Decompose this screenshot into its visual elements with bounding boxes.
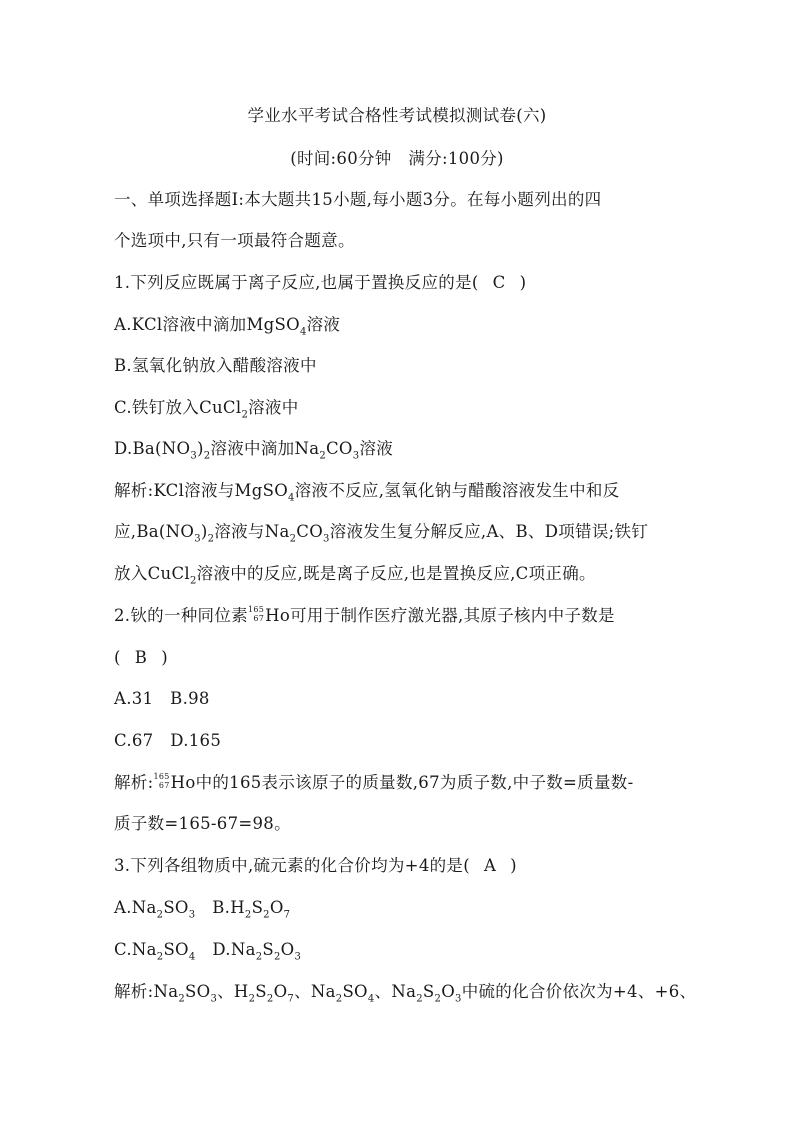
text-run: 应,Ba(NO <box>114 522 195 541</box>
text-run: O <box>269 898 284 917</box>
text-run: 中硫的化合价依次为+4、+6、 <box>461 982 697 1001</box>
question-1-answer: C <box>492 273 506 292</box>
text-run: C.铁钉放入CuCl <box>114 398 242 417</box>
subscript: 3 <box>190 450 198 462</box>
text-run: A.KCl溶液中滴加MgSO <box>114 315 300 334</box>
subscript: 2 <box>255 951 263 963</box>
question-2-stem <box>114 604 615 628</box>
subscript: 2 <box>178 993 186 1005</box>
question-1-stem <box>114 271 526 295</box>
subscript: 3 <box>323 533 330 545</box>
text-run: CO <box>326 439 353 458</box>
text-run: 3.下列各组物质中,硫元素的化合价均为+4的是( <box>114 856 470 875</box>
question-3-stem <box>114 854 517 878</box>
text-run: 解析:Na <box>114 982 179 1001</box>
question-1-explanation-line2 <box>114 520 648 544</box>
question-2-options-cd: C.67 D.165 <box>114 731 222 750</box>
subscript: 3 <box>188 909 196 921</box>
subscript: 2 <box>263 909 270 921</box>
text-run: ) <box>197 439 204 458</box>
subscript: 2 <box>203 450 211 462</box>
question-1-explanation-line1 <box>114 479 619 503</box>
question-2-options-ab: A.31 B.98 <box>114 689 210 708</box>
section-heading-line2: 个选项中,只有一项最符合题意。 <box>114 231 355 250</box>
text-run: 溶液与Na <box>214 522 290 541</box>
text-run: 165 <box>247 604 265 614</box>
question-1-explanation-line3 <box>114 562 596 586</box>
text-run: 溶液不反应,氢氧化钠与醋酸溶液发生中和反 <box>294 481 620 500</box>
question-2-answer-line <box>114 646 168 670</box>
subscript: 2 <box>274 951 281 963</box>
subscript: 2 <box>241 409 249 421</box>
text-run: D.Na <box>195 940 256 959</box>
text-run: 溶液发生复分解反应,A、B、D项错误;铁钉 <box>329 522 649 541</box>
text-run: 、Na <box>374 982 417 1001</box>
subscript: 7 <box>283 909 291 921</box>
text-run: 、H <box>217 982 249 1001</box>
text-run: ( <box>114 648 121 667</box>
subscript: 2 <box>244 909 252 921</box>
text-run: S <box>251 898 264 917</box>
subscript: 2 <box>335 993 343 1005</box>
subscript: 3 <box>294 951 302 963</box>
text-run: S <box>422 982 435 1001</box>
text-run: ) <box>510 856 517 875</box>
section-heading-line1: 一、单项选择题Ⅰ:本大题共15小题,每小题3分。在每小题列出的四 <box>114 190 602 209</box>
subscript: 2 <box>266 993 274 1005</box>
text-run: O <box>273 982 288 1001</box>
text-run: 放入CuCl <box>114 564 190 583</box>
text-run: C.Na <box>114 940 157 959</box>
subscript: 3 <box>455 993 462 1005</box>
question-2-answer: B <box>134 648 148 667</box>
text-run: 67 <box>158 780 170 790</box>
subscript: 2 <box>156 909 164 921</box>
question-1-text: 1.下列反应既属于离子反应,也属于置换反应的是( <box>114 273 479 292</box>
text-run: ) <box>161 648 168 667</box>
subscript: 4 <box>188 951 196 963</box>
text-run: 、Na <box>294 982 336 1001</box>
text-run: 解析: <box>114 773 154 792</box>
subscript: 2 <box>248 993 256 1005</box>
question-1-option-a <box>114 313 340 337</box>
isotope-notation <box>248 605 264 623</box>
text-run: O <box>441 982 456 1001</box>
question-2-explanation-line1 <box>114 771 633 795</box>
subscript: 2 <box>319 450 326 462</box>
question-3-options-cd <box>114 938 301 962</box>
text-run: Ho可用于制作医疗激光器,其原子核内中子数是 <box>265 606 615 625</box>
text-run: O <box>280 940 295 959</box>
subscript: 2 <box>416 993 423 1005</box>
isotope-notation <box>153 772 169 790</box>
text-run: 溶液 <box>306 315 341 334</box>
text-run: SO <box>163 940 189 959</box>
text-run: A.Na <box>114 898 157 917</box>
subscript: 2 <box>289 533 297 545</box>
subscript: 2 <box>156 951 164 963</box>
text-run: 溶液中滴加Na <box>210 439 320 458</box>
text-run: SO <box>185 982 211 1001</box>
text-run: B.H <box>195 898 245 917</box>
text-run: SO <box>342 982 368 1001</box>
question-1-option-d <box>114 437 393 461</box>
question-1-close: ) <box>519 273 527 292</box>
text-run: S <box>262 940 274 959</box>
page-title: 学业水平考试合格性考试模拟测试卷(六) <box>247 106 547 125</box>
text-run: S <box>255 982 267 1001</box>
text-run: 2.钬的一种同位素 <box>114 606 248 625</box>
text-run: SO <box>163 898 189 917</box>
subscript: 3 <box>210 993 218 1005</box>
text-run: D.Ba(NO <box>114 439 191 458</box>
question-1-option-c <box>114 396 299 420</box>
text-run: 溶液中的反应,既是离子反应,也是置换反应,C项正确。 <box>196 564 596 583</box>
page-subtitle: (时间:60分钟 满分:100分) <box>290 149 504 168</box>
subscript: 2 <box>207 533 215 545</box>
text-run: Ho中的165表示该原子的质量数,67为质子数,中子数=质量数- <box>170 773 634 792</box>
question-3-options-ab <box>114 896 290 920</box>
text-run: ) <box>200 522 208 541</box>
text-run: 67 <box>253 613 265 623</box>
question-3-explanation-line1 <box>114 980 696 1004</box>
text-run: 溶液中 <box>248 398 299 417</box>
subscript: 2 <box>189 575 197 587</box>
text-run: 165 <box>153 771 170 781</box>
question-2-explanation-line2: 质子数=165-67=98。 <box>114 814 291 833</box>
subscript: 3 <box>194 533 201 545</box>
text-run: CO <box>296 522 324 541</box>
question-1-option-b: B.氢氧化钠放入醋酸溶液中 <box>114 356 317 375</box>
subscript: 4 <box>299 326 307 338</box>
subscript: 2 <box>434 993 442 1005</box>
text-run: 溶液 <box>359 439 394 458</box>
question-3-answer: A <box>483 856 497 875</box>
subscript: 3 <box>352 450 360 462</box>
subscript: 4 <box>288 492 295 504</box>
text-run: 解析:KCl溶液与MgSO <box>114 481 289 500</box>
subscript: 4 <box>367 993 375 1005</box>
subscript: 7 <box>287 993 295 1005</box>
